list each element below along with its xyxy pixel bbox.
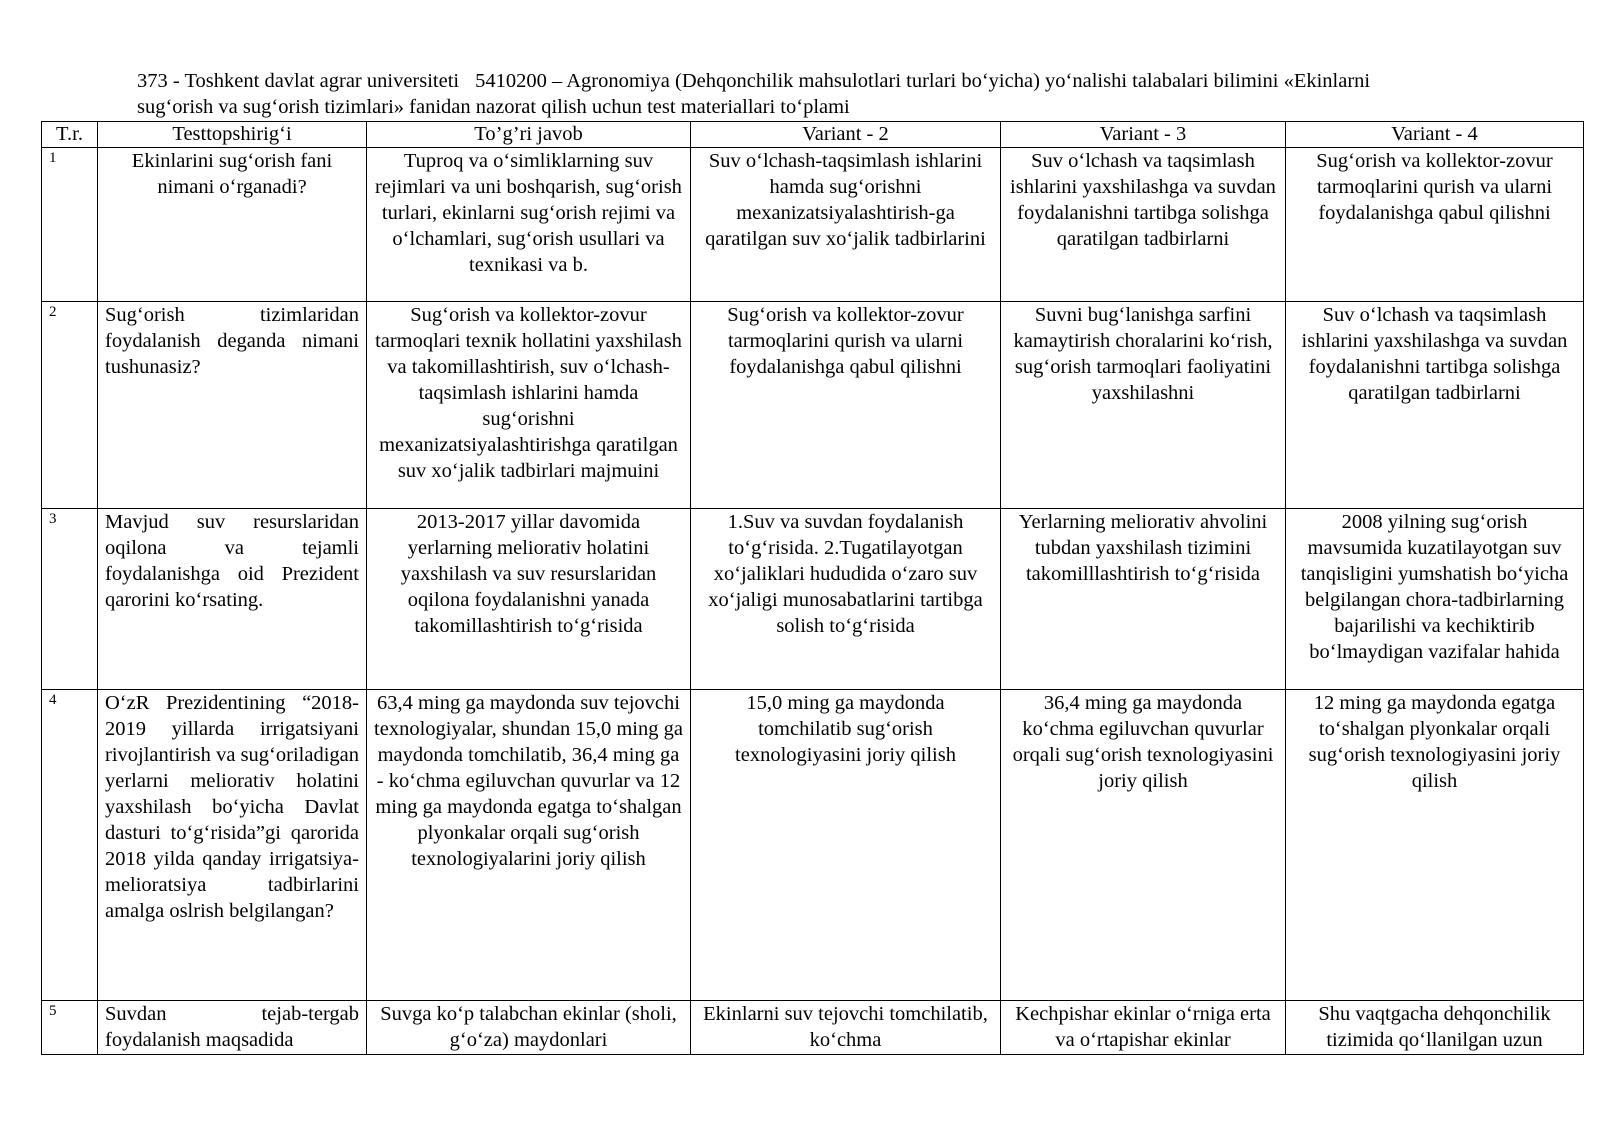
row-number: 3 [42,509,98,690]
question-cell: Sug‘orish tizimlaridan foydalanish deganda nimani tushunasiz? [98,302,367,509]
variant-2-cell: Ekinlarni suv tejovchi tomchilatib, ko‘chma [691,1001,1001,1055]
correct-answer-cell: 63,4 ming ga maydonda suv tejovchi texnologiyalar, shundan 15,0 ming ga maydonda tomchilatib, 36,4 ming ga - ko‘chma egiluvchan quvurlar va 12 ming ga maydonda egatga to‘shalgan plyonkalar orqali sug‘orish texnologiyalarini joriy qilish [367,690,691,1001]
variant-3-cell: Kechpishar ekinlar o‘rniga erta va o‘rtapishar ekinlar [1001,1001,1286,1055]
column-header-variant-3: Variant - 3 [1001,122,1286,148]
variant-4-cell: Shu vaqtgacha dehqonchilik tizimida qo‘llanilgan uzun [1286,1001,1584,1055]
question-cell: Mavjud suv resurslaridan oqilona va tejamli foydalanishga oid Prezident qarorini ko‘rsating. [98,509,367,690]
row-number: 2 [42,302,98,509]
table-row [42,1001,1584,1055]
variant-2-cell: Suv o‘lchash-taqsimlash ishlarini hamda sug‘orishni mexanizatsiyalashtirish-ga qaratilgan suv xo‘jalik tadbirlarini [691,148,1001,302]
table-header-row [42,122,1584,148]
column-header-question: Testtopshirig‘i [98,122,367,148]
variant-4-cell: Sug‘orish va kollektor-zovur tarmoqlarini qurish va ularni foydalanishga qabul qilishni [1286,148,1584,302]
row-number: 4 [42,690,98,1001]
correct-answer-cell: Sug‘orish va kollektor-zovur tarmoqlari texnik hollatini yaxshilash va takomillashtirish, suv o‘lchash-taqsimlash ishlarini hamda sug‘orishni mexanizatsiyalashtirishga qaratilgan suv xo‘jalik tadbirlari majmuini [367,302,691,509]
column-header-correct-answer: To’g’ri javob [367,122,691,148]
variant-3-cell: Suv o‘lchash va taqsimlash ishlarini yaxshilashga va suvdan foydalanishni tartibga solishga qaratilgan tadbirlarni [1001,148,1286,302]
header-university: 373 - Toshkent davlat agrar universiteti [137,70,460,92]
variant-2-cell: 1.Suv va suvdan foydalanish to‘g‘risida. 2.Tugatilayotgan xo‘jaliklari hududida o‘zaro suv xo‘jaligi munosabatlarini tartibga solish to‘g‘risida [691,509,1001,690]
table-row [42,148,1584,302]
question-cell: Suvdan tejab-tergab foydalanish maqsadida [98,1001,367,1055]
question-cell: O‘zR Prezidentining “2018-2019 yillarda irrigatsiyani rivojlantirish va sug‘oriladigan yerlarni meliorativ holatini yaxshilash bo‘yicha Davlat dasturi to‘g‘risida”gi qarorida 2018 yilda qanday irrigatsiya-melioratsiya tadbirlarini amalga oslrish belgilangan? [98,690,367,1001]
variant-3-cell: 36,4 ming ga maydonda ko‘chma egiluvchan quvurlar orqali sug‘orish texnologiyasini joriy qilish [1001,690,1286,1001]
variant-3-cell: Yerlarning meliorativ ahvolini tubdan yaxshilash tizimini takomilllashtirish to‘g‘risida [1001,509,1286,690]
column-header-variant-2: Variant - 2 [691,122,1001,148]
test-table [41,121,1584,1055]
variant-4-cell: 2008 yilning sug‘orish mavsumida kuzatilayotgan suv tanqisligini yumshatish bo‘yicha belgilangan chora-tadbirlarning bajarilishi va kechiktirib bo‘lmaydigan vazifalar hahida [1286,509,1584,690]
header-subject: sug‘orish va sug‘orish tizimlari» fanidan nazorat qilish uchun test materiallari to‘plami [137,96,850,118]
table-row [42,302,1584,509]
column-header-number: T.r. [42,122,98,148]
variant-4-cell: Suv o‘lchash va taqsimlash ishlarini yaxshilashga va suvdan foydalanishni tartibga solishga qaratilgan tadbirlarni [1286,302,1584,509]
variant-2-cell: 15,0 ming ga maydonda tomchilatib sug‘orish texnologiyasini joriy qilish [691,690,1001,1001]
variant-2-cell: Sug‘orish va kollektor-zovur tarmoqlarini qurish va ularni foydalanishga qabul qilishni [691,302,1001,509]
correct-answer-cell: Suvga ko‘p talabchan ekinlar (sholi, g‘o‘za) maydonlari [367,1001,691,1055]
column-header-variant-4: Variant - 4 [1286,122,1584,148]
variant-4-cell: 12 ming ga maydonda egatga to‘shalgan plyonkalar orqali sug‘orish texnologiyasini joriy qilish [1286,690,1584,1001]
header-program: 5410200 – Agronomiya (Dehqonchilik mahsulotlari turlari bo‘yicha) yo‘nalishi talabalari bilimini «Ekinlarni [475,70,1371,92]
correct-answer-cell: 2013-2017 yillar davomida yerlarning meliorativ holatini yaxshilash va suv resurslaridan oqilona foydalanishni yanada takomillashtirish to‘g‘risida [367,509,691,690]
variant-3-cell: Suvni bug‘lanishga sarfini kamaytirish choralarini ko‘rish, sug‘orish tarmoqlari faoliyatini yaxshilashni [1001,302,1286,509]
row-number: 5 [42,1001,98,1055]
document-header [137,68,1557,120]
question-cell: Ekinlarini sug‘orish fani nimani o‘rganadi? [98,148,367,302]
table-row [42,690,1584,1001]
table-row [42,509,1584,690]
correct-answer-cell: Tuproq va o‘simliklarning suv rejimlari va uni boshqarish, sug‘orish turlari, ekinlarni sug‘orish rejimi va o‘lchamlari, sug‘orish usullari va texnikasi va b. [367,148,691,302]
row-number: 1 [42,148,98,302]
